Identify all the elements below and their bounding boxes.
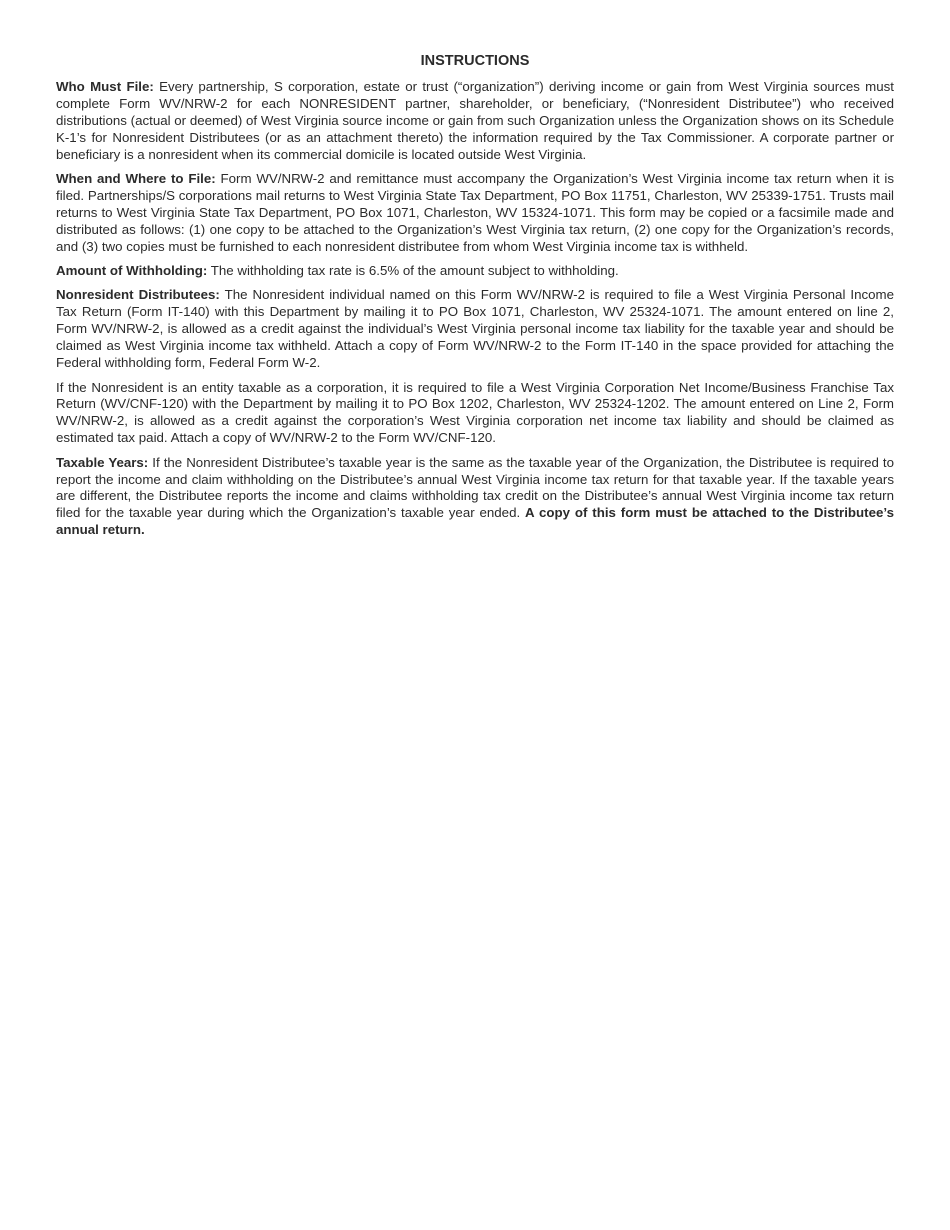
taxable-years-heading: Taxable Years: — [56, 454, 149, 470]
who-must-file-section — [56, 79, 894, 164]
corporation-section — [56, 380, 894, 448]
taxable-years-closing: A copy of this form must be attached to the Distributee’s annual return. — [56, 505, 894, 538]
when-where-heading: When and Where to File: — [56, 171, 216, 187]
nonresident-distributees-section — [56, 287, 894, 372]
taxable-years-section — [56, 455, 894, 540]
taxable-years-body: If the Nonresident Distributee’s taxable year is the same as the taxable year of the Organization, the Distributee is required to report the income and claim withholding on the Distributee’s annual West Virginia income tax return for that taxable year. If the taxable years are different, the Distributee reports the income and claims withholding tax credit on the Distributee’s annual West Virginia income tax return filed for the taxable year during which the Organization’s taxable year ended. — [56, 454, 894, 521]
amount-withholding-section — [56, 263, 894, 280]
when-where-section — [56, 171, 894, 256]
page-title: INSTRUCTIONS — [420, 53, 530, 69]
nonresident-distributees-heading: Nonresident Distributees: — [56, 287, 220, 303]
amount-withholding-heading: Amount of Withholding: — [56, 263, 208, 279]
who-must-file-body: Every partnership, S corporation, estate or trust (“organization”) deriving income or gain from West Virginia sources must complete Form WV/NRW-2 for each NONRESIDENT partner, shareholder, or beneficiary, (“Nonresident Distributee”) who received distributions (actual or deemed) of West Virginia source income or gain from such Organization unless the Organization shows on its Schedule K-1’s for Nonresident Distributees (or as an attachment thereto) the information required by the Tax Commissioner. A corporate partner or beneficiary is a nonresident when its commercial domicile is located outside West Virginia. — [56, 79, 894, 162]
amount-withholding-body: The withholding tax rate is 6.5% of the amount subject to withholding. — [210, 263, 619, 279]
who-must-file-heading: Who Must File: — [56, 79, 154, 94]
when-where-body: Form WV/NRW-2 and remittance must accompany the Organization’s West Virginia income tax return when it is filed. Partnerships/S corporations mail returns to West Virginia State Tax Department, PO Box 11751, Charleston, WV 25339-1751. Trusts mail returns to West Virginia State Tax Department, PO Box 1071, Charleston, WV 15324-1071. This form may be copied or a facsimile made and distributed as follows: (1) one copy to be attached to the Organization’s West Virginia tax return, (2) one copy for the Organization’s records, and (3) two copies must be furnished to each nonresident distributee from whom West Virginia income tax is withheld. — [56, 171, 894, 254]
instructions-page — [56, 52, 894, 547]
corporation-body: If the Nonresident is an entity taxable as a corporation, it is required to file a West Virginia Corporation Net Income/Business Franchise Tax Return (WV/CNF-120) with the Department by mailing it to PO Box 1202, Charleston, WV 25324-1202. The amount entered on Line 2, Form WV/NRW-2, is allowed as a credit against the corporation’s West Virginia corporation net income tax liability and should be claimed as estimated tax paid. Attach a copy of WV/NRW-2 to the Form WV/CNF-120. — [56, 379, 894, 446]
nonresident-distributees-body: The Nonresident individual named on this Form WV/NRW-2 is required to file a West Virginia Personal Income Tax Return (Form IT-140) with this Department by mailing it to PO Box 1071, Charleston, WV 25324-1071. The amount entered on line 2, Form WV/NRW-2, is allowed as a credit against the individual’s West Virginia personal income tax liability for the taxable year and should be claimed as West Virginia income tax withheld. Attach a copy of Form WV/NRW-2 to the Form IT-140 in the space provided for attaching the Federal withholding form, Federal Form W-2. — [56, 287, 894, 371]
